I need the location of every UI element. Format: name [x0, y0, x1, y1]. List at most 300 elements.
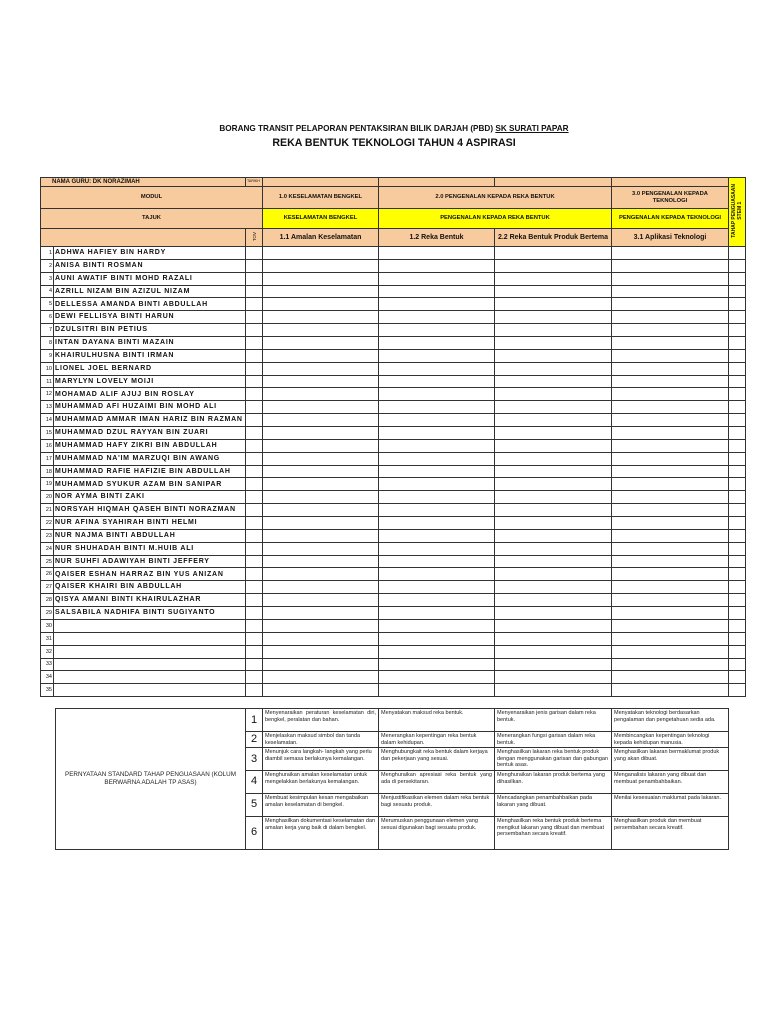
student-number: 31: [41, 632, 54, 645]
student-row: [41, 517, 746, 530]
student-name: [54, 645, 246, 658]
header-blank-cell: [612, 178, 729, 187]
mastery-level-cell: [729, 272, 746, 285]
tov-score-cell: [246, 247, 263, 260]
level-descriptor: Menjelaskan maksud simbol dan tanda keselamatan.: [263, 732, 379, 748]
student-row: [41, 671, 746, 684]
score-cell-1-2: [379, 414, 495, 427]
score-cell-3-1: [612, 607, 729, 620]
score-cell-1-1: [263, 401, 379, 414]
student-name: DELLESSA AMANDA BINTI ABDULLAH: [54, 298, 246, 311]
score-cell-3-1: [612, 684, 729, 697]
score-cell-3-1: [612, 517, 729, 530]
level-number: 6: [246, 816, 263, 849]
school-name: SK SURATI PAPAR: [495, 124, 569, 133]
student-name: KHAIRULHUSNA BINTI IRMAN: [54, 349, 246, 362]
student-number: 6: [41, 311, 54, 324]
mastery-level-cell: [729, 658, 746, 671]
student-row: [41, 362, 746, 375]
score-cell-1-1: [263, 478, 379, 491]
form-subtitle: REKA BENTUK TEKNOLOGI TAHUN 4 ASPIRASI: [272, 137, 516, 149]
score-cell-3-1: [612, 632, 729, 645]
score-cell-3-1: [612, 388, 729, 401]
score-cell-1-1: [263, 285, 379, 298]
score-cell-1-2: [379, 272, 495, 285]
score-cell-3-1: [612, 285, 729, 298]
student-row: [41, 645, 746, 658]
score-cell-2-2: [495, 401, 612, 414]
tov-score-cell: [246, 671, 263, 684]
student-row: [41, 247, 746, 260]
student-row: [41, 439, 746, 452]
student-number: 4: [41, 285, 54, 298]
mastery-level-cell: [729, 645, 746, 658]
student-row: [41, 337, 746, 350]
standards-label: PERNYATAAN STANDARD TAHAP PENGUASAAN (KOLUM BERWARNA ADALAH TP ASAS): [56, 709, 246, 850]
student-number: 26: [41, 568, 54, 581]
score-cell-2-2: [495, 362, 612, 375]
student-row: [41, 542, 746, 555]
date-label: TARIKH: [246, 178, 263, 187]
student-number: 13: [41, 401, 54, 414]
student-row: [41, 504, 746, 517]
mastery-level-cell: [729, 285, 746, 298]
tov-score-cell: [246, 298, 263, 311]
tov-score-cell: [246, 517, 263, 530]
score-cell-3-1: [612, 619, 729, 632]
student-row: [41, 427, 746, 440]
module-label: MODUL: [41, 187, 263, 209]
score-cell-1-1: [263, 311, 379, 324]
skill-3-1: 3.1 Aplikasi Teknologi: [612, 229, 729, 247]
score-cell-1-1: [263, 632, 379, 645]
score-cell-3-1: [612, 568, 729, 581]
student-row: [41, 311, 746, 324]
level-descriptor: Menyatakan teknologi berdasarkan pengalaman dan pengetahuan sedia ada.: [612, 709, 729, 732]
score-cell-3-1: [612, 298, 729, 311]
score-cell-1-1: [263, 414, 379, 427]
score-cell-2-2: [495, 581, 612, 594]
tov-score-cell: [246, 465, 263, 478]
student-row: [41, 568, 746, 581]
score-cell-1-2: [379, 517, 495, 530]
tov-score-cell: [246, 388, 263, 401]
assessment-table: [40, 177, 746, 697]
score-cell-1-2: [379, 427, 495, 440]
level-descriptor: Menyenaraikan peraturan keselamatan diri, bengkel, peralatan dan bahan.: [263, 709, 379, 732]
module-row: [41, 187, 746, 209]
score-cell-1-2: [379, 568, 495, 581]
student-row: [41, 401, 746, 414]
score-cell-1-2: [379, 645, 495, 658]
student-row: [41, 581, 746, 594]
skill-row: [41, 229, 746, 247]
score-cell-3-1: [612, 542, 729, 555]
header-blank-cell: [379, 178, 495, 187]
level-descriptor: Menghasilkan lakaran bermaklumat produk yang akan dibuat.: [612, 748, 729, 771]
score-cell-2-2: [495, 259, 612, 272]
score-cell-1-1: [263, 247, 379, 260]
mastery-level-cell: [729, 298, 746, 311]
score-cell-2-2: [495, 594, 612, 607]
score-cell-1-1: [263, 581, 379, 594]
score-cell-3-1: [612, 362, 729, 375]
tov-label: TOV: [251, 231, 257, 241]
mastery-level-cell: [729, 632, 746, 645]
score-cell-3-1: [612, 555, 729, 568]
score-cell-1-1: [263, 337, 379, 350]
student-name: QAISER ESHAN HARRAZ BIN YUS ANIZAN: [54, 568, 246, 581]
score-cell-2-2: [495, 439, 612, 452]
score-cell-2-2: [495, 491, 612, 504]
student-name: MUHAMMAD HAFY ZIKRI BIN ABDULLAH: [54, 439, 246, 452]
mastery-level-cell: [729, 465, 746, 478]
student-number: 15: [41, 427, 54, 440]
score-cell-1-1: [263, 388, 379, 401]
topic-2: PENGENALAN KEPADA REKA BENTUK: [379, 209, 612, 229]
score-cell-3-1: [612, 427, 729, 440]
student-number: 22: [41, 517, 54, 530]
student-name: NUR NAJMA BINTI ABDULLAH: [54, 529, 246, 542]
student-number: 2: [41, 259, 54, 272]
level-descriptor: Menghasilkan produk dan membuat persembahan secara kreatif.: [612, 816, 729, 849]
tov-header: [246, 229, 263, 247]
level-descriptor: Menerangkan kepentingan reka bentuk dalam kehidupan.: [379, 732, 495, 748]
tov-score-cell: [246, 555, 263, 568]
student-number: 16: [41, 439, 54, 452]
student-row: [41, 375, 746, 388]
score-cell-3-1: [612, 349, 729, 362]
score-cell-1-1: [263, 568, 379, 581]
student-row: [41, 298, 746, 311]
score-cell-1-2: [379, 581, 495, 594]
tov-score-cell: [246, 581, 263, 594]
score-cell-1-2: [379, 401, 495, 414]
student-name: NOR AYMA BINTI ZAKI: [54, 491, 246, 504]
student-number: 21: [41, 504, 54, 517]
score-cell-2-2: [495, 568, 612, 581]
score-cell-3-1: [612, 337, 729, 350]
tov-score-cell: [246, 568, 263, 581]
tov-score-cell: [246, 427, 263, 440]
mastery-level-cell: [729, 427, 746, 440]
module-3: 3.0 PENGENALAN KEPADA TEKNOLOGI: [632, 190, 708, 204]
score-cell-1-2: [379, 349, 495, 362]
student-row: [41, 349, 746, 362]
tov-score-cell: [246, 414, 263, 427]
score-cell-1-2: [379, 632, 495, 645]
tov-score-cell: [246, 452, 263, 465]
student-name: DEWI FELLISYA BINTI HARUN: [54, 311, 246, 324]
student-row: [41, 452, 746, 465]
score-cell-2-2: [495, 272, 612, 285]
student-number: 5: [41, 298, 54, 311]
level-descriptor: Menerangkan fungsi garisan dalam reka bentuk.: [495, 732, 612, 748]
score-cell-1-2: [379, 285, 495, 298]
score-cell-1-1: [263, 658, 379, 671]
student-name: AZRILL NIZAM BIN AZIZUL NIZAM: [54, 285, 246, 298]
student-row: [41, 555, 746, 568]
score-cell-2-2: [495, 247, 612, 260]
mastery-level-cell: [729, 684, 746, 697]
student-number: 32: [41, 645, 54, 658]
student-number: 18: [41, 465, 54, 478]
tov-score-cell: [246, 645, 263, 658]
score-cell-2-2: [495, 671, 612, 684]
tov-score-cell: [246, 285, 263, 298]
score-cell-2-2: [495, 684, 612, 697]
score-cell-1-2: [379, 478, 495, 491]
student-number: 11: [41, 375, 54, 388]
score-cell-1-1: [263, 594, 379, 607]
score-cell-3-1: [612, 465, 729, 478]
level-descriptor: Menunjuk cara langkah- langkah yang perlu diambil semasa berlakunya kemalangan.: [263, 748, 379, 771]
tov-score-cell: [246, 607, 263, 620]
student-number: 17: [41, 452, 54, 465]
student-name: [54, 658, 246, 671]
level-number: 4: [246, 770, 263, 793]
level-descriptor: Menghasilkan lakaran reka bentuk produk dengan menggunakan garisan dan gabungan bentuk asas.: [495, 748, 612, 771]
score-cell-1-2: [379, 684, 495, 697]
level-descriptor: Membincangkan kepentingan teknologi kepada kehidupan manusia.: [612, 732, 729, 748]
student-name: QISYA AMANI BINTI KHAIRULAZHAR: [54, 594, 246, 607]
score-cell-2-2: [495, 555, 612, 568]
score-cell-1-2: [379, 259, 495, 272]
tov-score-cell: [246, 259, 263, 272]
score-cell-2-2: [495, 542, 612, 555]
tov-score-cell: [246, 619, 263, 632]
student-row: [41, 324, 746, 337]
tov-score-cell: [246, 684, 263, 697]
student-row: [41, 607, 746, 620]
mastery-level-cell: [729, 439, 746, 452]
skill-row-blank: [41, 229, 246, 247]
mastery-level-cell: [729, 568, 746, 581]
student-row: [41, 478, 746, 491]
student-number: 12: [41, 388, 54, 401]
score-cell-3-1: [612, 594, 729, 607]
tov-score-cell: [246, 529, 263, 542]
student-row: [41, 272, 746, 285]
student-name: [54, 684, 246, 697]
student-row: [41, 529, 746, 542]
tov-score-cell: [246, 311, 263, 324]
student-name: MUHAMMAD AMMAR IMAN HARIZ BIN RAZMAN: [54, 414, 246, 427]
score-cell-2-2: [495, 478, 612, 491]
student-row: [41, 414, 746, 427]
score-cell-3-1: [612, 529, 729, 542]
score-cell-1-2: [379, 555, 495, 568]
mastery-level-cell: [729, 375, 746, 388]
student-name: DZULSITRI BIN PETIUS: [54, 324, 246, 337]
score-cell-1-2: [379, 542, 495, 555]
student-name: QAISER KHAIRI BIN ABDULLAH: [54, 581, 246, 594]
score-cell-1-1: [263, 465, 379, 478]
mastery-level-cell: [729, 529, 746, 542]
mastery-level-cell: [729, 619, 746, 632]
student-number: 3: [41, 272, 54, 285]
mastery-level-label-line2: STEM 1: [737, 201, 743, 220]
tov-score-cell: [246, 324, 263, 337]
student-name: NUR SHUHADAH BINTI M.HUIB ALI: [54, 542, 246, 555]
student-name: MUHAMMAD RAFIE HAFIZIE BIN ABDULLAH: [54, 465, 246, 478]
level-number: 2: [246, 732, 263, 748]
score-cell-3-1: [612, 401, 729, 414]
mastery-level-cell: [729, 517, 746, 530]
score-cell-1-2: [379, 337, 495, 350]
score-cell-3-1: [612, 658, 729, 671]
mastery-level-cell: [729, 607, 746, 620]
tov-score-cell: [246, 349, 263, 362]
score-cell-1-1: [263, 439, 379, 452]
tov-score-cell: [246, 362, 263, 375]
student-name: MUHAMMAD NA'IM MARZUQI BIN AWANG: [54, 452, 246, 465]
topic-1: KESELAMATAN BENGKEL: [263, 209, 379, 229]
topic-label: TAJUK: [41, 209, 263, 229]
score-cell-3-1: [612, 491, 729, 504]
score-cell-2-2: [495, 619, 612, 632]
mastery-level-cell: [729, 491, 746, 504]
mastery-level-cell: [729, 401, 746, 414]
tov-score-cell: [246, 439, 263, 452]
mastery-level-cell: [729, 414, 746, 427]
mastery-level-cell: [729, 362, 746, 375]
mastery-level-cell: [729, 542, 746, 555]
score-cell-3-1: [612, 247, 729, 260]
level-descriptor: Mencadangkan penambahbaikan pada lakaran yang dibuat.: [495, 793, 612, 816]
mastery-level-cell: [729, 452, 746, 465]
module-2: 2.0 PENGENALAN KEPADA REKA BENTUK: [379, 187, 612, 209]
student-number: 30: [41, 619, 54, 632]
student-number: 34: [41, 671, 54, 684]
student-list: [41, 247, 746, 697]
student-name: ADHWA HAFIEY BIN HARDY: [54, 247, 246, 260]
score-cell-1-1: [263, 619, 379, 632]
student-number: 8: [41, 337, 54, 350]
score-cell-2-2: [495, 427, 612, 440]
mastery-level-cell: [729, 259, 746, 272]
score-cell-2-2: [495, 349, 612, 362]
level-descriptor: Menilai kesesuaian maklumat pada lakaran.: [612, 793, 729, 816]
score-cell-2-2: [495, 504, 612, 517]
score-cell-3-1: [612, 375, 729, 388]
score-cell-1-2: [379, 324, 495, 337]
score-cell-1-2: [379, 491, 495, 504]
score-cell-1-1: [263, 298, 379, 311]
mastery-level-cell: [729, 247, 746, 260]
score-cell-2-2: [495, 337, 612, 350]
score-cell-3-1: [612, 259, 729, 272]
tov-score-cell: [246, 401, 263, 414]
mastery-level-header: [729, 178, 746, 247]
student-number: 23: [41, 529, 54, 542]
student-name: [54, 632, 246, 645]
level-descriptor: Membuat kesimpulan kesan mengabaikan amalan keselamatan di bengkel.: [263, 793, 379, 816]
score-cell-1-1: [263, 645, 379, 658]
student-row: [41, 259, 746, 272]
tov-score-cell: [246, 478, 263, 491]
student-name: SALSABILA NADHIFA BINTI SUGIYANTO: [54, 607, 246, 620]
score-cell-3-1: [612, 272, 729, 285]
score-cell-2-2: [495, 517, 612, 530]
score-cell-3-1: [612, 311, 729, 324]
student-row: [41, 632, 746, 645]
score-cell-1-2: [379, 388, 495, 401]
topic-row: [41, 209, 746, 229]
score-cell-3-1: [612, 439, 729, 452]
student-name: MARYLYN LOVELY MOIJI: [54, 375, 246, 388]
level-descriptor: Merumuskan penggunaan elemen yang sesuai digunakan bagi sesuatu produk.: [379, 816, 495, 849]
student-name: NUR SUHFI ADAWIYAH BINTI JEFFERY: [54, 555, 246, 568]
student-number: 19: [41, 478, 54, 491]
score-cell-1-1: [263, 272, 379, 285]
student-row: [41, 465, 746, 478]
student-number: 10: [41, 362, 54, 375]
tov-score-cell: [246, 272, 263, 285]
score-cell-1-2: [379, 439, 495, 452]
score-cell-2-2: [495, 311, 612, 324]
student-number: 27: [41, 581, 54, 594]
student-row: [41, 684, 746, 697]
score-cell-1-2: [379, 529, 495, 542]
skill-1-2: 1.2 Reka Bentuk: [379, 229, 495, 247]
score-cell-1-2: [379, 619, 495, 632]
topic-3: PENGENALAN KEPADA TEKNOLOGI: [612, 209, 729, 229]
score-cell-1-2: [379, 247, 495, 260]
level-number: 5: [246, 793, 263, 816]
student-name: [54, 619, 246, 632]
score-cell-1-1: [263, 529, 379, 542]
header-blank-cell: [495, 178, 612, 187]
student-name: ANISA BINTI ROSMAN: [54, 259, 246, 272]
score-cell-2-2: [495, 324, 612, 337]
score-cell-1-2: [379, 504, 495, 517]
mastery-level-cell: [729, 337, 746, 350]
score-cell-1-1: [263, 491, 379, 504]
score-cell-2-2: [495, 388, 612, 401]
score-cell-1-1: [263, 555, 379, 568]
student-name: MOHAMAD ALIF AJUJ BIN ROSLAY: [54, 388, 246, 401]
score-cell-2-2: [495, 632, 612, 645]
form-title-text: BORANG TRANSIT PELAPORAN PENTAKSIRAN BILIK DARJAH (PBD): [219, 124, 494, 133]
score-cell-2-2: [495, 375, 612, 388]
student-number: 35: [41, 684, 54, 697]
level-descriptor: Menyatakan maksud reka bentuk.: [379, 709, 495, 732]
mastery-level-cell: [729, 594, 746, 607]
module-1: 1.0 KESELAMATAN BENGKEL: [263, 187, 379, 209]
standard-level-row: [56, 709, 729, 732]
score-cell-1-1: [263, 349, 379, 362]
tov-score-cell: [246, 594, 263, 607]
score-cell-1-2: [379, 465, 495, 478]
mastery-level-cell: [729, 324, 746, 337]
skill-1-1: 1.1 Amalan Keselamatan: [263, 229, 379, 247]
mastery-level-label: [731, 184, 743, 238]
mastery-level-cell: [729, 671, 746, 684]
score-cell-2-2: [495, 645, 612, 658]
student-row: [41, 594, 746, 607]
score-cell-3-1: [612, 414, 729, 427]
score-cell-2-2: [495, 414, 612, 427]
score-cell-1-2: [379, 298, 495, 311]
student-name: MUHAMMAD DZUL RAYYAN BIN ZUARI: [54, 427, 246, 440]
level-descriptor: Menyenaraikan jenis garisan dalam reka bentuk.: [495, 709, 612, 732]
level-descriptor: Menjustifikasikan elemen dalam reka bentuk bagi sesuatu produk.: [379, 793, 495, 816]
score-cell-3-1: [612, 645, 729, 658]
score-cell-1-2: [379, 607, 495, 620]
level-descriptor: Menghuraikan lakaran produk bertema yang dihasilkan.: [495, 770, 612, 793]
level-descriptor: Menghasilkan reka bentuk produk bertema mengikut lakaran yang dibuat dan membuat persembahan secara kreatif.: [495, 816, 612, 849]
